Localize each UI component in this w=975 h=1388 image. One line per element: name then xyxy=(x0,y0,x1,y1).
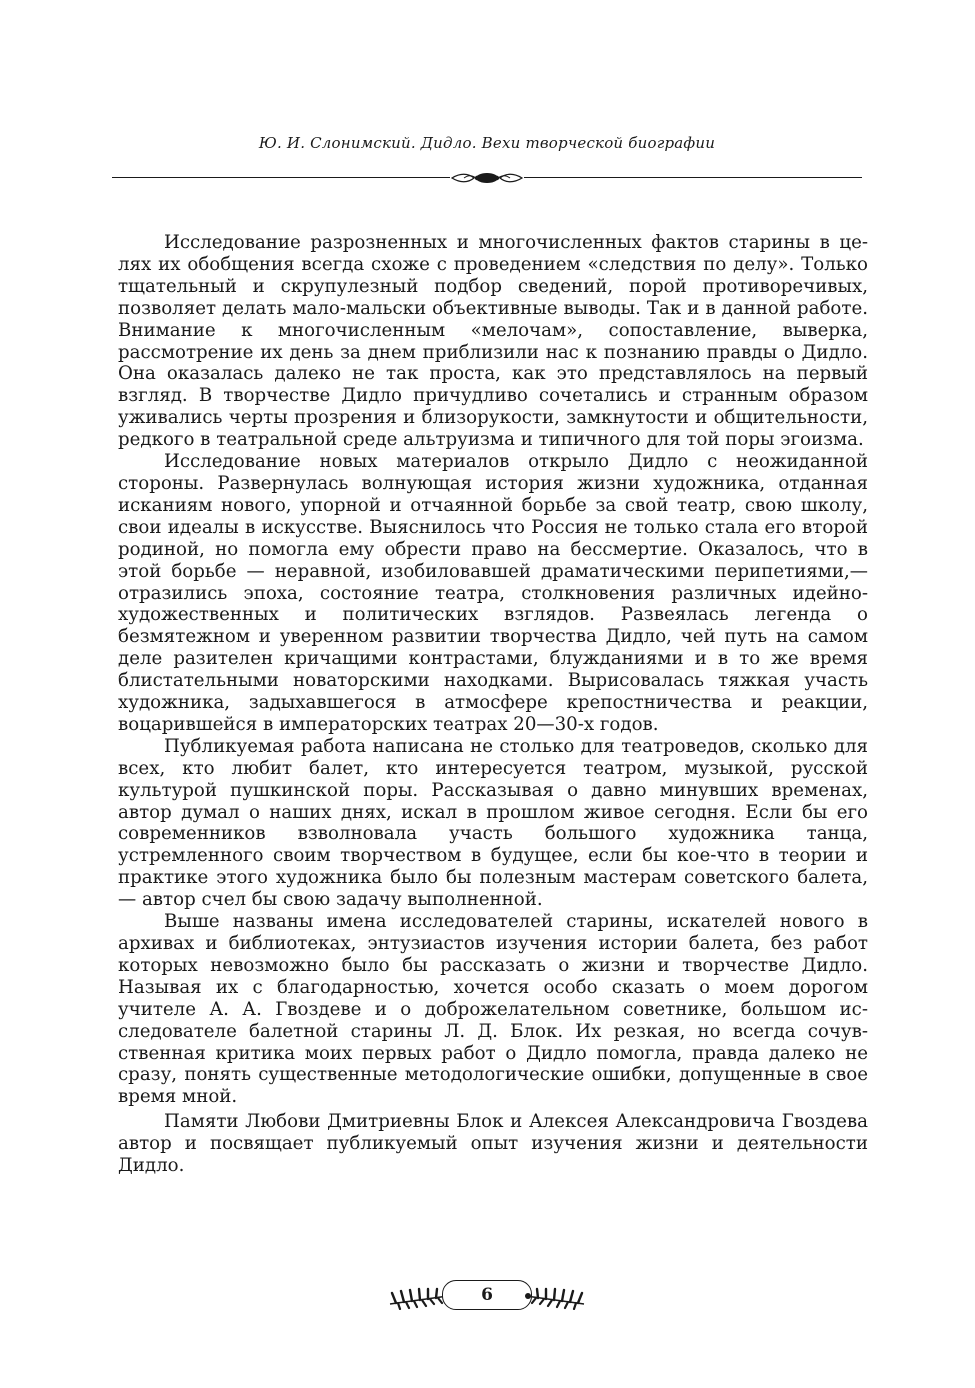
paragraph: Публикуемая работа написана не столько для театроведов, сколько для всех, кто любит балет, кто интересуется театром, музыкой, русской культурой пушкинской поры. Рассказывая о давно минувших временах, автор думал о наших днях, искал в прошлом живое сегодня. Если бы его современников взволновала участь большого художника танца, устремленного своим творчеством в будущее, если бы кое-что в теории и практике этого художника было бы полезным мастерам советского балета,— автор счел бы свою задачу выполненной. xyxy=(118,735,868,911)
page-number: 6 xyxy=(442,1280,532,1310)
header-ornament-rule xyxy=(112,170,862,186)
laurel-ornament-icon xyxy=(524,1282,586,1310)
laurel-ornament-icon xyxy=(388,1282,450,1310)
paragraph: Выше названы имена исследователей старины, искателей нового в архивах и библиотеках, энтузиастов изучения истории балета, без работ которых невозможно было бы рассказать о жизни и творчестве Дидло. Называя их с благодарностью, хочется особо сказать о моем дорогом учителе А. А. Гвоздеве и о доброжелательном советнике, большом исследователе балетной старины Л. Д. Блок. Их резкая, но всегда сочувственная критика моих первых работ о Дидло помогла, правда далеко не сразу, понять существенные методологические ошибки, допущенные в свое время мной. xyxy=(118,911,868,1108)
page-footer xyxy=(388,1276,586,1316)
paragraph-dedication: Памяти Любови Дмитриевны Блок и Алексея Александровича Гвоздева автор и посвящает публикуемый опыт изучения жизни и деятельности Дидло. xyxy=(118,1111,868,1177)
header-rule-right xyxy=(524,177,862,178)
header-rule-left xyxy=(112,177,450,178)
flourish-ornament-icon xyxy=(450,170,524,186)
running-head-title: Ю. И. Слонимский. Дидло. Вехи творческой биографии xyxy=(258,134,716,152)
paragraph: Исследование разрозненных и многочисленных фактов старины в целях их обобщения всегда схоже с проведением «следствия по делу». Только тщательный и скрупулезный подбор сведений, порой противоречивых, позволяет делать мало-мальски объективные выводы. Так и в данной работе. Внимание к многочисленным «мелочам», сопоставление, выверка, рассмотрение их день за днем приблизили нас к познанию правды о Дидло. Она оказалась далеко не так проста, как это представлялось на первый взгляд. В творчестве Дидло причудливо сочетались и странным образом уживались черты прозрения и близорукости, замкнутости и общительности, редкого в театральной среде альтруизма и типичного для той поры эгоизма. xyxy=(118,232,868,451)
body-text xyxy=(118,232,868,1177)
paragraph: Исследование новых материалов открыло Дидло с неожиданной стороны. Развернулась волнующая история жизни художника, отданная исканиям нового, упорной и отчаянной борьбе за свой театр, свою школу, свои идеалы в искусстве. Выяснилось что Россия не только стала его второй родиной, но помогла ему обрести право на бессмертие. Оказалось, что в этой борьбе — неравной, изобиловавшей драматическими перипетиями,— отразились эпоха, состояние театра, столкновения различных идейно-художественных и политических взглядов. Развеялась легенда о безмятежном и уверенном развитии творчества Дидло, чей путь на самом деле разителен кричащими контрастами, блужданиями и в то же время блистательными новаторскими находками. Вырисовалась тяжкая участь художника, задыхавшегося в атмосфере крепостничества и реакции, воцарившейся в императорских театрах 20—30-х годов. xyxy=(118,451,868,735)
